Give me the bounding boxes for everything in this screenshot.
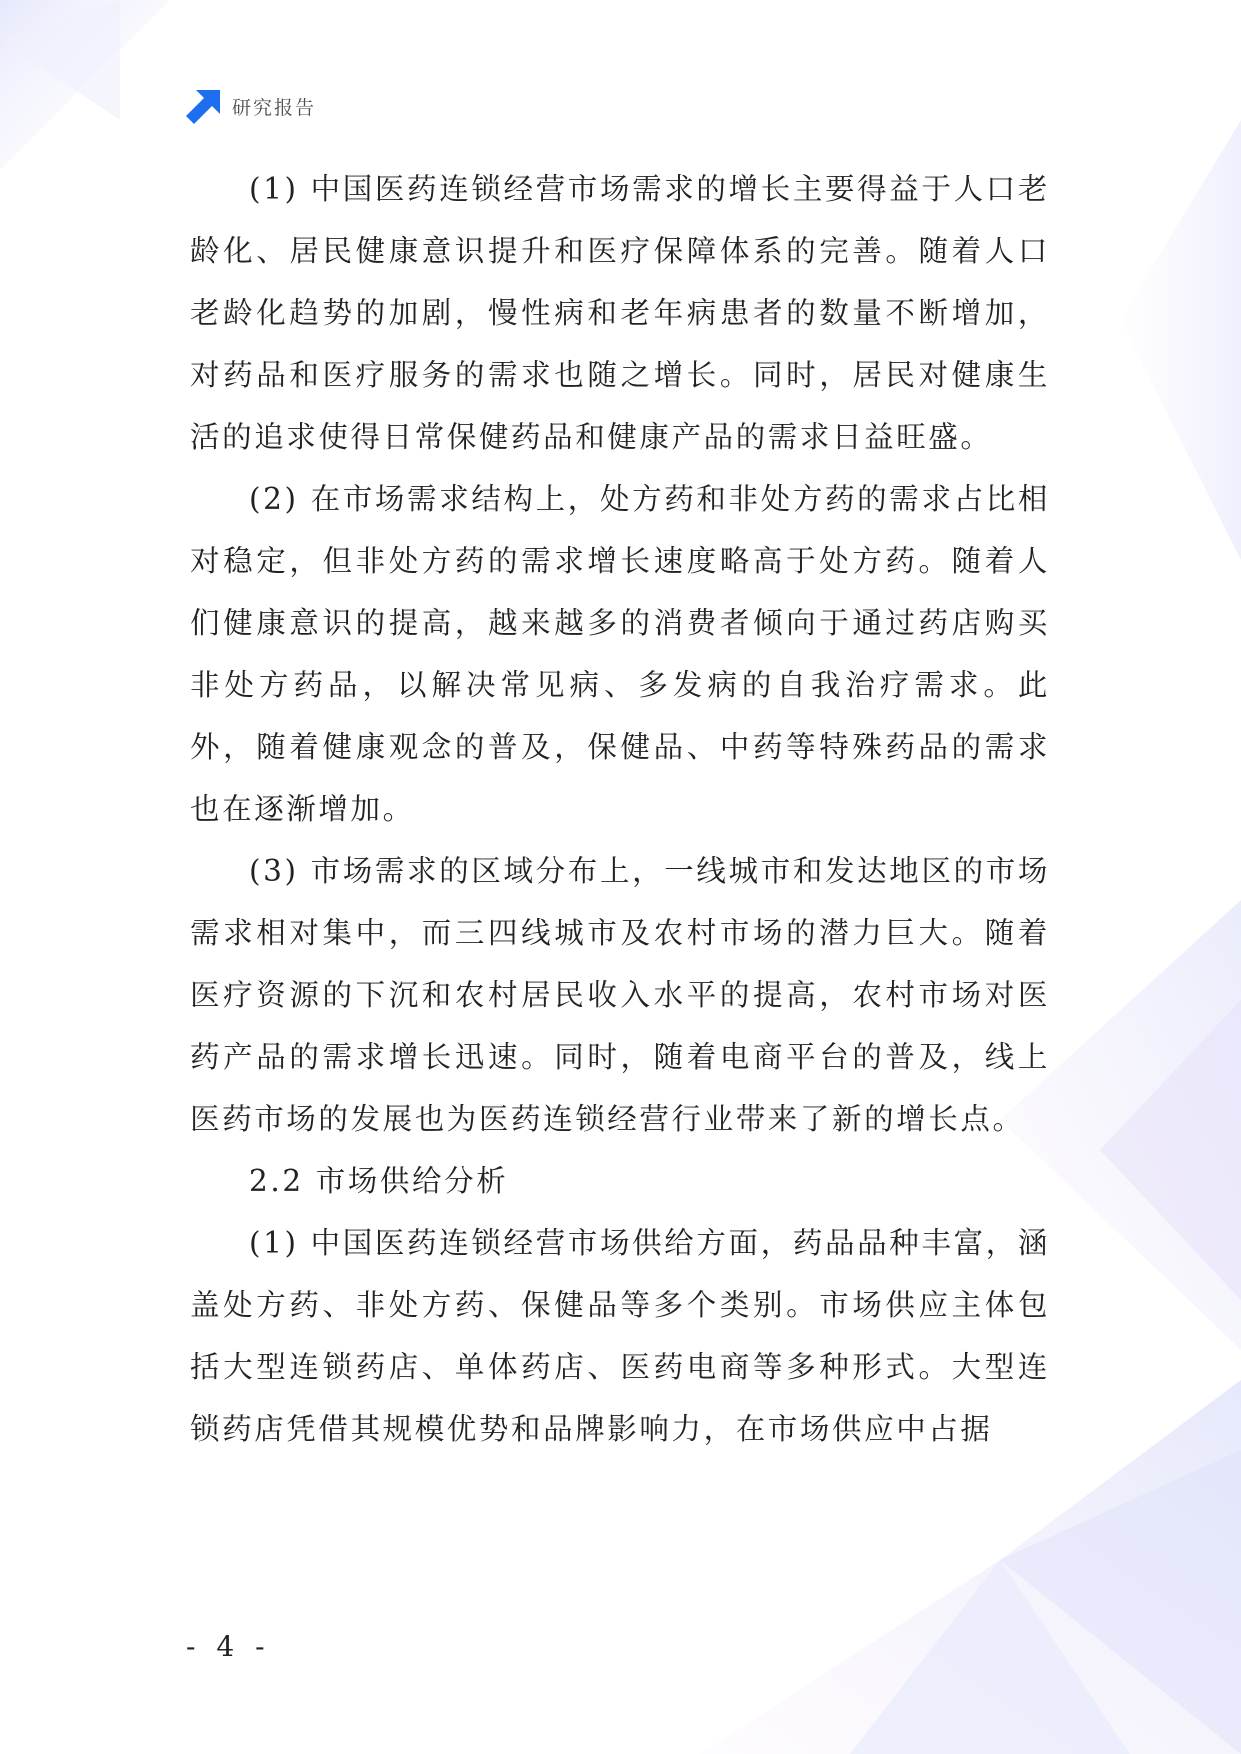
paragraph-supply-1: (1) 中国医药连锁经营市场供给方面，药品品种丰富，涵盖处方药、非处方药、保健品等多个类别。市场供应主体包括大型连锁药店、单体药店、医药电商等多种形式。大型连锁药店凭借其规模优势和品牌影响力，在市场供应中占据 (190, 1226, 1050, 1446)
report-header (186, 88, 316, 124)
section-heading: 2.2 市场供给分析 (249, 1164, 509, 1198)
paragraph-demand-1: (1) 中国医药连锁经营市场需求的增长主要得益于人口老龄化、居民健康意识提升和医疗保障体系的完善。随着人口老龄化趋势的加剧，慢性病和老年病患者的数量不断增加，对药品和医疗服务的需求也随之增长。同时，居民对健康生活的追求使得日常保健药品和健康产品的需求日益旺盛。 (190, 172, 1050, 454)
header-title: 研究报告 (232, 96, 317, 119)
paragraph-demand-3: (3) 市场需求的区域分布上，一线城市和发达地区的市场需求相对集中，而三四线城市及农村市场的潜力巨大。随着医疗资源的下沉和农村居民收入水平的提高，农村市场对医药产品的需求增长迅速。同时，随着电商平台的普及，线上医药市场的发展也为医药连锁经营行业带来了新的增长点。 (190, 854, 1050, 1136)
document-body (190, 158, 1050, 1460)
page-number: - 4 - (186, 1630, 271, 1663)
paragraph-demand-2: (2) 在市场需求结构上，处方药和非处方药的需求占比相对稳定，但非处方药的需求增长速度略高于处方药。随着人们健康意识的提高，越来越多的消费者倾向于通过药店购买非处方药品，以解决常见病、多发病的自我治疗需求。此外，随着健康观念的普及，保健品、中药等特殊药品的需求也在逐渐增加。 (190, 482, 1050, 826)
arrow-up-right-icon (186, 88, 222, 124)
